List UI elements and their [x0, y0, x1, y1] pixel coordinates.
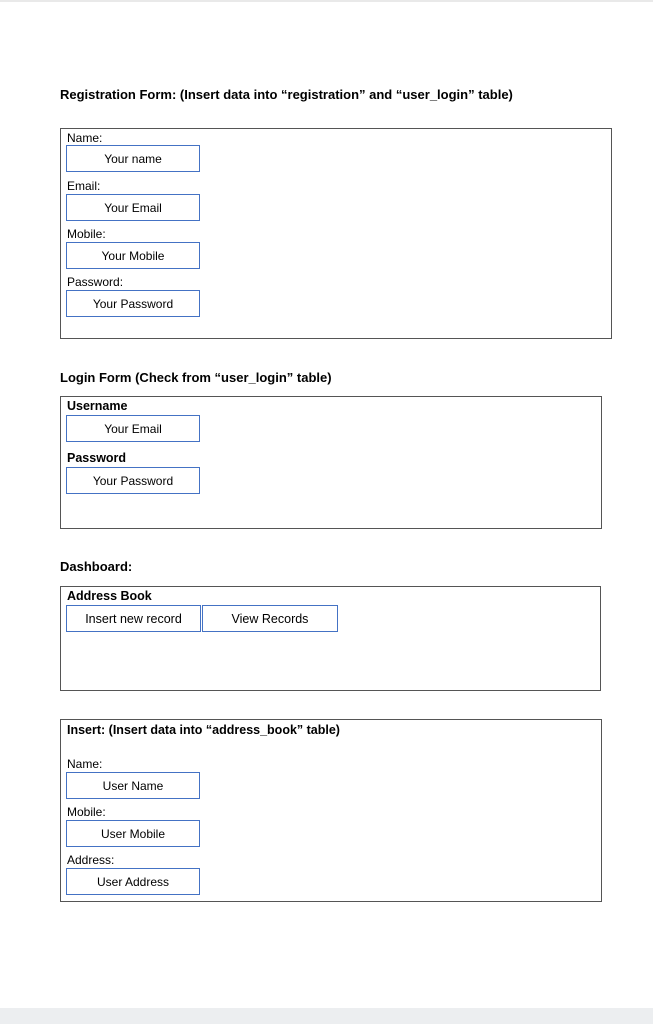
insert-mobile-label: Mobile:: [67, 805, 106, 819]
insert-name-label: Name:: [67, 757, 103, 771]
insert-address-label: Address:: [67, 853, 115, 867]
insert-form-box: [60, 719, 602, 902]
registration-email-field[interactable]: Your Email: [66, 194, 200, 221]
login-password-field[interactable]: Your Password: [66, 467, 200, 494]
top-divider: [0, 0, 653, 2]
login-form-box: [60, 396, 602, 529]
insert-address-field[interactable]: User Address: [66, 868, 200, 895]
bottom-band: [0, 1008, 653, 1024]
view-records-button[interactable]: View Records: [202, 605, 338, 632]
insert-name-field[interactable]: User Name: [66, 772, 200, 799]
login-username-label: Username: [67, 399, 128, 413]
address-book-title: Address Book: [67, 589, 152, 603]
insert-heading: Insert: (Insert data into “address_book” table): [67, 723, 340, 737]
insert-new-record-button[interactable]: Insert new record: [66, 605, 201, 632]
dashboard-box: [60, 586, 601, 691]
registration-password-label: Password:: [67, 275, 124, 289]
login-heading: Login Form (Check from “user_login” table): [60, 370, 332, 385]
login-username-field[interactable]: Your Email: [66, 415, 200, 442]
registration-password-field[interactable]: Your Password: [66, 290, 200, 317]
login-password-label: Password: [67, 451, 127, 465]
registration-form-box: [60, 128, 612, 339]
registration-mobile-field[interactable]: Your Mobile: [66, 242, 200, 269]
registration-heading: Registration Form: (Insert data into “registration” and “user_login” table): [60, 87, 513, 102]
registration-name-label: Name:: [67, 131, 103, 145]
registration-email-label: Email:: [67, 179, 101, 193]
insert-mobile-field[interactable]: User Mobile: [66, 820, 200, 847]
dashboard-heading: Dashboard:: [60, 559, 133, 574]
registration-name-field[interactable]: Your name: [66, 145, 200, 172]
registration-mobile-label: Mobile:: [67, 227, 106, 241]
